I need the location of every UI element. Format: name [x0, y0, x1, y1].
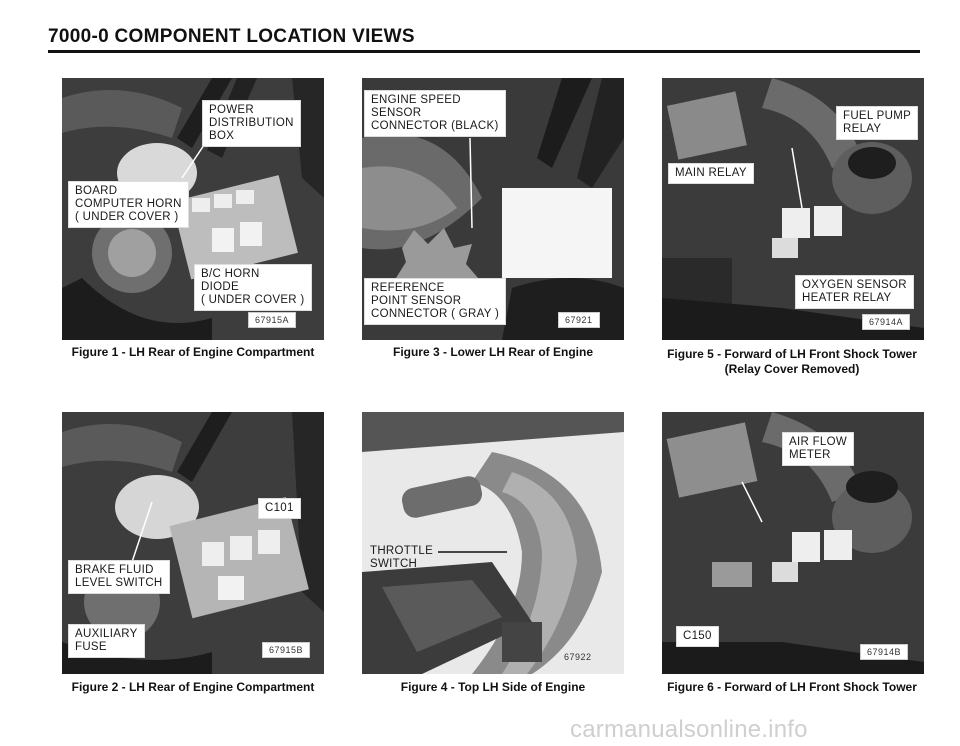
photo-number: 67914A — [862, 314, 910, 330]
callout-main-relay: MAIN RELAY — [668, 163, 754, 184]
callout-c150: C150 — [676, 626, 719, 647]
figure-6-caption: Figure 6 - Forward of LH Front Shock Tower — [667, 680, 917, 694]
callout-throttle-switch: THROTTLE SWITCH — [370, 545, 434, 570]
header-rule — [48, 50, 920, 53]
figure-5-photo — [662, 78, 924, 340]
figure-3-photo — [362, 78, 624, 340]
callout-brake-fluid-level-switch: BRAKE FLUID LEVEL SWITCH — [68, 560, 170, 594]
callout-c101: C101 — [258, 498, 301, 519]
callout-power-distribution-box: POWER DISTRIBUTION BOX — [202, 100, 301, 147]
figure-3-caption: Figure 3 - Lower LH Rear of Engine — [392, 345, 594, 359]
photo-number: 67921 — [558, 312, 600, 328]
figure-2-caption: Figure 2 - LH Rear of Engine Compartment — [71, 680, 315, 694]
figure-1-caption: Figure 1 - LH Rear of Engine Compartment — [71, 345, 315, 359]
callout-bc-horn-diode: B/C HORN DIODE ( UNDER COVER ) — [194, 264, 312, 311]
figure-5-caption: Figure 5 - Forward of LH Front Shock Tower (Relay Cover Removed) — [667, 347, 917, 376]
page-title: 7000-0 COMPONENT LOCATION VIEWS — [48, 26, 415, 47]
photo-number: 67922 — [564, 652, 592, 662]
figure-4-photo — [362, 412, 624, 674]
callout-air-flow-meter: AIR FLOW METER — [782, 432, 854, 466]
figure-4-caption: Figure 4 - Top LH Side of Engine — [400, 680, 586, 694]
callout-auxiliary-fuse: AUXILIARY FUSE — [68, 624, 145, 658]
figure-6-photo — [662, 412, 924, 674]
figure-1-photo — [62, 78, 324, 340]
callout-engine-speed-sensor: ENGINE SPEED SENSOR CONNECTOR (BLACK) — [364, 90, 506, 137]
figure-2-photo — [62, 412, 324, 674]
photo-number: 67914B — [860, 644, 908, 660]
photo-number: 67915A — [248, 312, 296, 328]
page-header — [48, 22, 918, 52]
callout-reference-point-sensor: REFERENCE POINT SENSOR CONNECTOR ( GRAY ) — [364, 278, 506, 325]
callout-board-computer-horn: BOARD COMPUTER HORN ( UNDER COVER ) — [68, 181, 189, 228]
photo-number: 67915B — [262, 642, 310, 658]
callout-fuel-pump-relay: FUEL PUMP RELAY — [836, 106, 918, 140]
watermark: carmanualsonline.info — [570, 716, 808, 743]
callout-oxygen-sensor-heater-relay: OXYGEN SENSOR HEATER RELAY — [795, 275, 914, 309]
